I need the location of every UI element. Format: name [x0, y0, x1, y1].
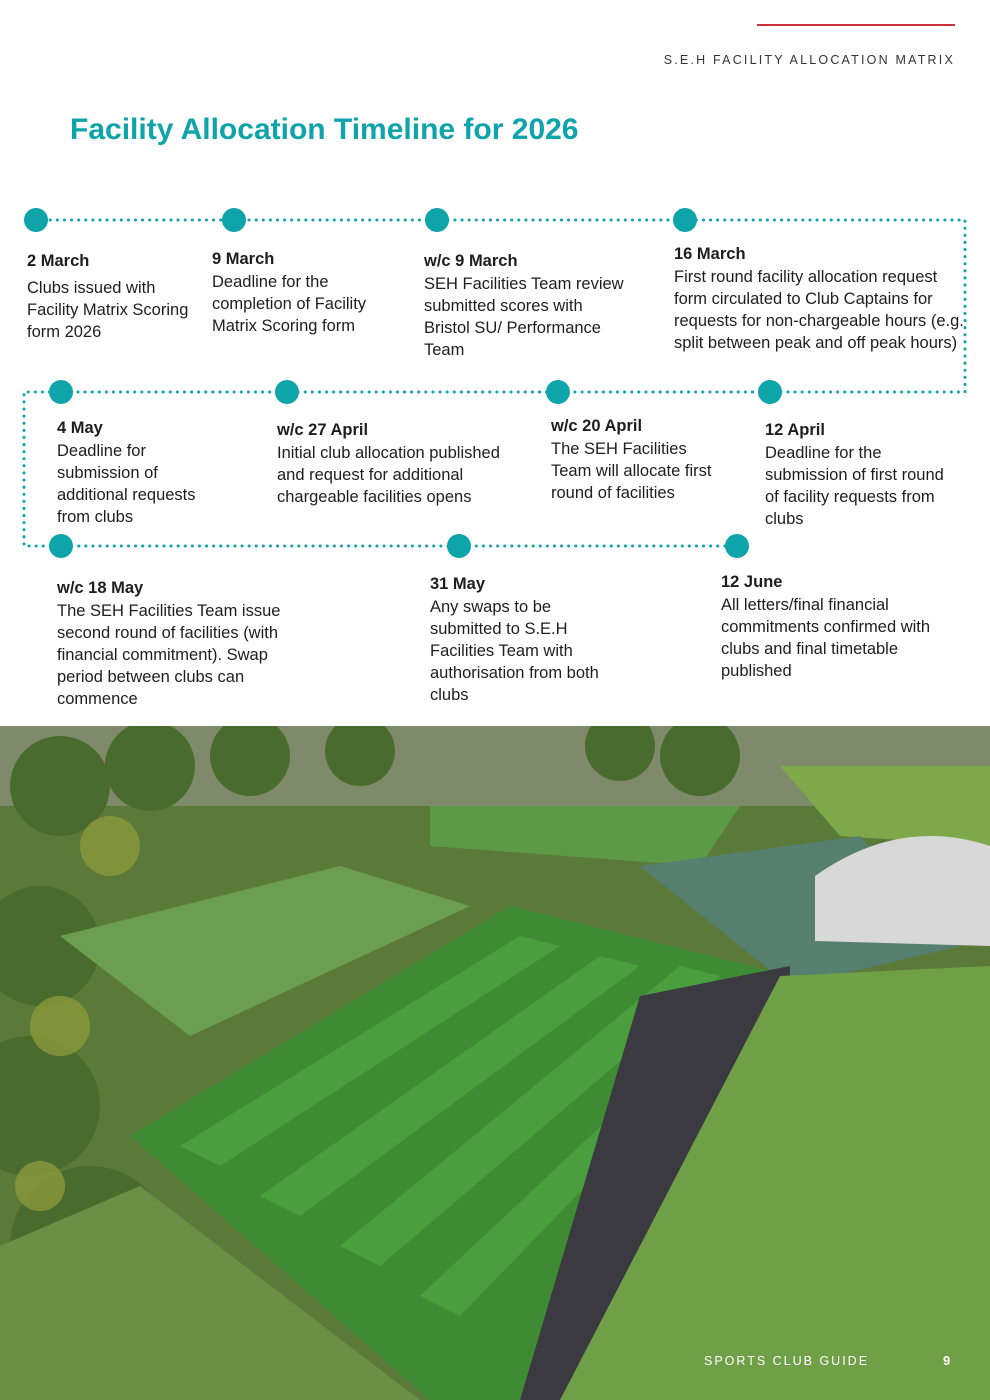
timeline-date: 12 April [765, 421, 825, 439]
timeline-date: w/c 9 March [424, 252, 518, 270]
timeline-date: 12 June [721, 573, 783, 591]
timeline-node [673, 208, 697, 232]
timeline-node [275, 380, 299, 404]
timeline-node [49, 534, 73, 558]
timeline-node [222, 208, 246, 232]
timeline-date: w/c 18 May [57, 579, 144, 597]
footer-label: SPORTS CLUB GUIDE [704, 1354, 870, 1368]
timeline-text: The SEH Facilities Team issue second round of facilities (with financial commitment). Swap period between clubs can commence [57, 602, 281, 708]
timeline-node [49, 380, 73, 404]
timeline-text: Deadline for the submission of first round of facility requests from clubs [765, 444, 944, 528]
timeline-text: Initial club allocation published and request for additional chargeable facilities opens [277, 444, 500, 506]
timeline-entry [674, 243, 964, 354]
timeline-entry [551, 415, 721, 504]
timeline-date: 31 May [430, 575, 486, 593]
timeline-date: w/c 27 April [277, 421, 369, 439]
timeline-node [725, 534, 749, 558]
timeline-entry [424, 250, 624, 361]
timeline-entry [430, 573, 610, 706]
timeline-text: SEH Facilities Team review submitted scores with Bristol SU/ Performance Team [424, 275, 624, 359]
timeline-date: 9 March [212, 250, 275, 268]
timeline-node [758, 380, 782, 404]
timeline-date: 4 May [57, 419, 103, 437]
timeline-text: All letters/final financial commitments confirmed with clubs and final timetable published [721, 596, 931, 680]
timeline-entry [212, 248, 407, 337]
timeline-text: Deadline for submission of additional requests from clubs [57, 442, 196, 526]
page-title: Facility Allocation Timeline for 2026 [70, 113, 579, 146]
timeline-text: Any swaps to be submitted to S.E.H Facilities Team with authorisation from both clubs [430, 598, 599, 704]
timeline-date: 16 March [674, 245, 746, 263]
timeline-entry [721, 571, 941, 682]
aerial-photo-sports-fields [0, 726, 990, 1400]
timeline-entry [57, 577, 307, 710]
timeline-text: First round facility allocation request form circulated to Club Captains for requests for non-chargeable hours (e.g. split between peak and off peak hours) [674, 268, 964, 352]
timeline-text: Deadline for the completion of Facility Matrix Scoring form [212, 273, 367, 335]
header-label: S.E.H FACILITY ALLOCATION MATRIX [663, 53, 955, 67]
page-number: 9 [943, 1353, 951, 1368]
timeline-entry [277, 419, 517, 508]
timeline-node [447, 534, 471, 558]
timeline-node [425, 208, 449, 232]
timeline-entry [765, 419, 955, 530]
timeline-node [546, 380, 570, 404]
timeline-text: The SEH Facilities Team will allocate first round of facilities [551, 440, 712, 502]
timeline-node [24, 208, 48, 232]
timeline-date: 2 March [27, 252, 90, 270]
timeline-text: Clubs issued with Facility Matrix Scoring form 2026 [27, 279, 189, 341]
timeline-date: w/c 20 April [551, 417, 643, 435]
timeline-entry [27, 250, 207, 343]
timeline-entry [57, 417, 227, 528]
